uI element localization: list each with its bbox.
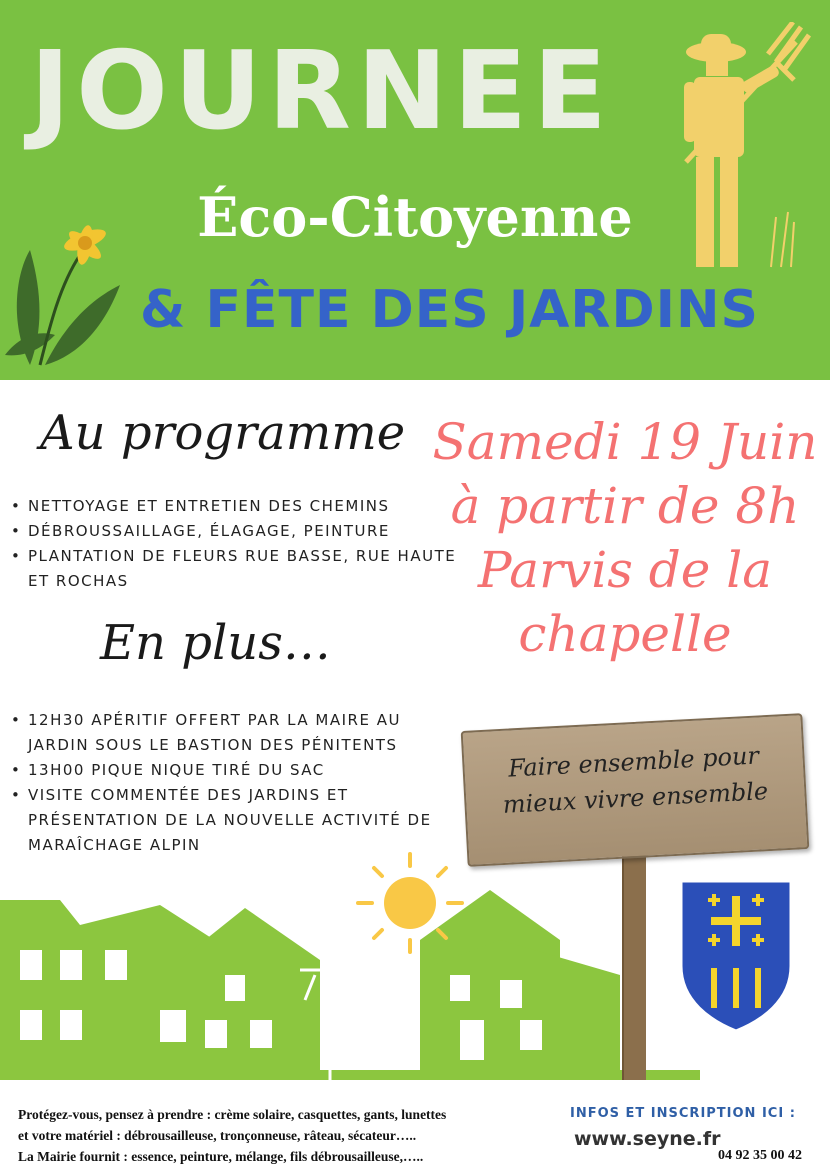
en-plus-list [8, 708, 468, 858]
title-fete-des-jardins: & FÊTE DES JARDINS [140, 280, 759, 340]
gardener-icon [676, 22, 816, 272]
list-item: • VISITE COMMENTÉE DES JARDINS ET PRÉSENTATION DE LA NOUVELLE ACTIVITÉ DE MARAÎCHAGE ALPIN [8, 783, 468, 858]
wooden-sign [461, 713, 810, 867]
footer-recommendations [18, 1104, 558, 1167]
list-item: • PLANTATION DE FLEURS RUE BASSE, RUE HAUTE ET ROCHAS [8, 544, 458, 594]
list-item: • 13H00 PIQUE NIQUE TIRÉ DU SAC [8, 758, 468, 783]
heading-en-plus: En plus… [100, 615, 331, 671]
sign-text [464, 735, 805, 825]
event-date: Samedi 19 Juin [432, 413, 818, 471]
sign-line-2: mieux vivre ensemble [502, 777, 769, 819]
event-time: à partir de 8h [450, 477, 800, 535]
event-place-2: chapelle [518, 605, 732, 663]
flower-icon [0, 215, 130, 380]
footer-line-2: et votre matériel : débrousailleuse, tronçonneuse, râteau, sécateur….. [18, 1128, 417, 1143]
event-details [420, 410, 830, 666]
heading-au-programme: Au programme [40, 405, 406, 461]
header-banner [0, 0, 830, 380]
coat-of-arms-icon [676, 876, 796, 1036]
programme-list [8, 494, 458, 594]
footer-line-1: Protégez-vous, pensez à prendre : crème solaire, casquettes, gants, lunettes [18, 1107, 447, 1122]
info-label: INFOS ET INSCRIPTION ICI : [570, 1106, 796, 1121]
sign-line-1: Faire ensemble pour [507, 741, 760, 783]
title-journee: JOURNEE [30, 29, 613, 154]
sun-icon [350, 848, 470, 958]
title-eco-citoyenne: Éco-Citoyenne [197, 185, 633, 249]
list-item: • DÉBROUSSAILLAGE, ÉLAGAGE, PEINTURE [8, 519, 458, 544]
website-link[interactable]: www.seyne.fr [574, 1128, 721, 1150]
list-item: • NETTOYAGE ET ENTRETIEN DES CHEMINS [8, 494, 458, 519]
phone-number: 04 92 35 00 42 [718, 1148, 802, 1163]
list-item: • 12H30 APÉRITIF OFFERT PAR LA MAIRE AU JARDIN SOUS LE BASTION DES PÉNITENTS [8, 708, 468, 758]
sign-post [622, 840, 646, 1080]
event-place-1: Parvis de la [477, 541, 773, 599]
footer-line-3: La Mairie fournit : essence, peinture, mélange, fils débrousailleuse,….. [18, 1149, 424, 1164]
